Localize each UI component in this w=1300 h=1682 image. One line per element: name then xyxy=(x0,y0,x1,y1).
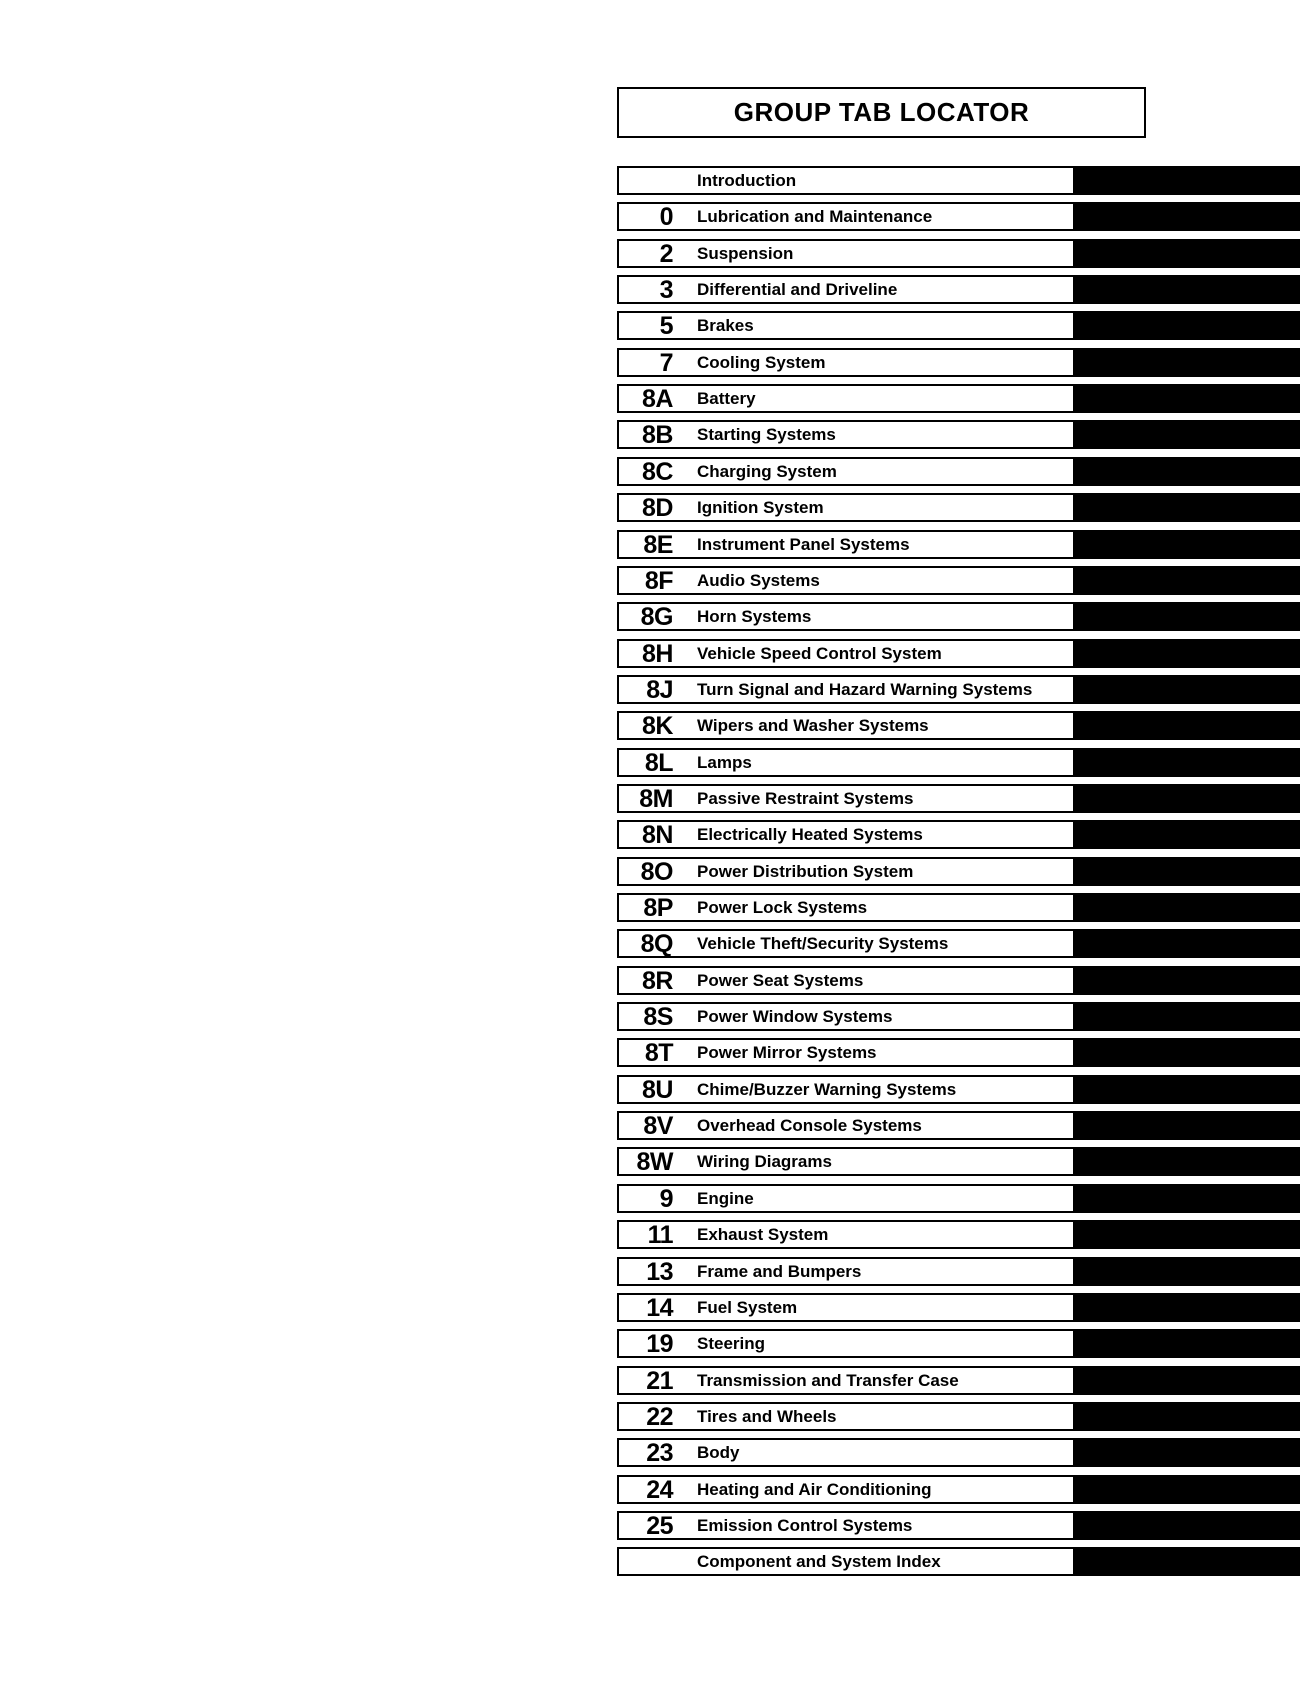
group-tab-label-box xyxy=(617,202,1075,231)
group-tab-marker xyxy=(1073,1038,1300,1067)
group-code: 8D xyxy=(642,494,673,522)
group-tab-label-box xyxy=(617,929,1075,958)
group-tab-marker xyxy=(1073,1147,1300,1176)
group-tab-label-box xyxy=(617,1511,1075,1540)
group-title: Ignition System xyxy=(697,498,824,517)
group-code: 2 xyxy=(659,240,673,268)
group-title: Electrically Heated Systems xyxy=(697,825,923,844)
group-title: Battery xyxy=(697,389,756,408)
group-tab-label-box xyxy=(617,1293,1075,1322)
group-tab-marker xyxy=(1073,239,1300,268)
group-tab-label-box xyxy=(617,1038,1075,1067)
group-tab-row[interactable] xyxy=(617,893,1300,922)
group-title: Instrument Panel Systems xyxy=(697,535,910,554)
group-tab-row[interactable] xyxy=(617,966,1300,995)
group-tab-row[interactable] xyxy=(617,166,1300,195)
group-code: 19 xyxy=(646,1330,673,1358)
group-tab-row[interactable] xyxy=(617,1184,1300,1213)
group-tab-marker xyxy=(1073,966,1300,995)
group-tab-label-box xyxy=(617,311,1075,340)
group-title: Power Seat Systems xyxy=(697,971,864,990)
group-code xyxy=(619,1549,673,1574)
group-tab-row[interactable] xyxy=(617,1147,1300,1176)
group-tab-marker xyxy=(1073,784,1300,813)
group-title: Wiring Diagrams xyxy=(697,1152,832,1171)
group-tab-row[interactable] xyxy=(617,784,1300,813)
group-tab-label-box xyxy=(617,1184,1075,1213)
group-title: Fuel System xyxy=(697,1298,798,1317)
group-tab-marker xyxy=(1073,820,1300,849)
group-tab-label-box xyxy=(617,1147,1075,1176)
group-tab-row[interactable] xyxy=(617,602,1300,631)
group-title: Differential and Driveline xyxy=(697,280,898,299)
group-tab-row[interactable] xyxy=(617,1293,1300,1322)
group-tab-label-box xyxy=(617,711,1075,740)
group-title: Introduction xyxy=(697,171,797,190)
group-tab-label-box xyxy=(617,639,1075,668)
group-code: 8T xyxy=(644,1039,673,1067)
group-tab-marker xyxy=(1073,1366,1300,1395)
group-tab-marker xyxy=(1073,1511,1300,1540)
group-tab-row[interactable] xyxy=(617,675,1300,704)
group-tab-label-box xyxy=(617,1257,1075,1286)
group-title: Passive Restraint Systems xyxy=(697,789,914,808)
group-tab-label-box xyxy=(617,420,1075,449)
group-tab-marker xyxy=(1073,675,1300,704)
group-tab-row[interactable] xyxy=(617,1475,1300,1504)
group-title: Tires and Wheels xyxy=(697,1407,837,1426)
group-title: Wipers and Washer Systems xyxy=(697,716,929,735)
group-tab-label-box xyxy=(617,893,1075,922)
group-tab-row[interactable] xyxy=(617,384,1300,413)
group-tab-row[interactable] xyxy=(617,1438,1300,1467)
group-tab-row[interactable] xyxy=(617,639,1300,668)
group-title: Brakes xyxy=(697,316,754,335)
group-tab-marker xyxy=(1073,1184,1300,1213)
group-title: Frame and Bumpers xyxy=(697,1262,862,1281)
group-title: Power Distribution System xyxy=(697,862,914,881)
group-code: 8R xyxy=(642,967,673,995)
group-title: Component and System Index xyxy=(697,1552,941,1571)
group-tab-label-box xyxy=(617,1438,1075,1467)
group-tab-row[interactable] xyxy=(617,1366,1300,1395)
group-tab-label-box xyxy=(617,1220,1075,1249)
group-tab-row[interactable] xyxy=(617,1220,1300,1249)
group-code: 8M xyxy=(639,785,673,813)
group-tab-row[interactable] xyxy=(617,420,1300,449)
group-code: 13 xyxy=(646,1258,673,1286)
group-tab-row[interactable] xyxy=(617,857,1300,886)
group-tab-row[interactable] xyxy=(617,1402,1300,1431)
group-tab-marker xyxy=(1073,493,1300,522)
group-tab-label-box xyxy=(617,530,1075,559)
group-tab-marker xyxy=(1073,311,1300,340)
group-tab-marker xyxy=(1073,1547,1300,1576)
group-title: Engine xyxy=(697,1189,754,1208)
group-title: Exhaust System xyxy=(697,1225,829,1244)
group-title: Vehicle Speed Control System xyxy=(697,644,942,663)
group-code: 8K xyxy=(642,712,673,740)
group-code: 22 xyxy=(646,1403,673,1431)
group-tab-label-box xyxy=(617,566,1075,595)
group-tab-marker xyxy=(1073,1002,1300,1031)
group-code: 8E xyxy=(643,531,673,559)
group-tab-marker xyxy=(1073,1329,1300,1358)
group-tab-row[interactable] xyxy=(617,748,1300,777)
group-code: 24 xyxy=(646,1476,673,1504)
group-tab-label-box xyxy=(617,493,1075,522)
group-tab-marker xyxy=(1073,566,1300,595)
group-tab-row[interactable] xyxy=(617,1111,1300,1140)
group-code: 9 xyxy=(659,1185,673,1213)
group-tab-row[interactable] xyxy=(617,1547,1300,1576)
group-code: 21 xyxy=(646,1367,673,1395)
group-tab-row[interactable] xyxy=(617,1511,1300,1540)
group-tab-label-box xyxy=(617,1366,1075,1395)
group-code: 11 xyxy=(647,1221,673,1249)
group-title: Chime/Buzzer Warning Systems xyxy=(697,1080,957,1099)
group-tab-marker xyxy=(1073,166,1300,195)
group-tab-marker xyxy=(1073,202,1300,231)
group-tab-marker xyxy=(1073,1220,1300,1249)
group-tab-label-box xyxy=(617,275,1075,304)
group-tab-label-box xyxy=(617,1075,1075,1104)
group-code: 8C xyxy=(642,458,673,486)
group-title: Lamps xyxy=(697,753,752,772)
group-tab-marker xyxy=(1073,1257,1300,1286)
group-code: 8H xyxy=(642,640,673,668)
group-title: Power Window Systems xyxy=(697,1007,893,1026)
group-tab-row[interactable] xyxy=(617,457,1300,486)
group-code: 8F xyxy=(644,567,673,595)
group-title: Emission Control Systems xyxy=(697,1516,913,1535)
group-code: 8L xyxy=(644,749,673,777)
group-tab-label-box xyxy=(617,820,1075,849)
group-tab-label-box xyxy=(617,1402,1075,1431)
group-tab-marker xyxy=(1073,1293,1300,1322)
group-tab-marker xyxy=(1073,1111,1300,1140)
group-title: Audio Systems xyxy=(697,571,820,590)
group-title: Vehicle Theft/Security Systems xyxy=(697,934,949,953)
group-title: Lubrication and Maintenance xyxy=(697,207,933,226)
group-code: 8O xyxy=(640,858,673,886)
group-code: 0 xyxy=(659,203,673,231)
group-tab-marker xyxy=(1073,275,1300,304)
group-tab-label-box xyxy=(617,748,1075,777)
group-code: 8V xyxy=(643,1112,673,1140)
group-tab-row[interactable] xyxy=(617,929,1300,958)
group-tab-label-box xyxy=(617,239,1075,268)
group-tab-marker xyxy=(1073,893,1300,922)
group-code: 8W xyxy=(636,1148,673,1176)
group-tab-marker xyxy=(1073,929,1300,958)
group-tab-marker xyxy=(1073,639,1300,668)
group-code: 5 xyxy=(659,312,673,340)
group-tab-label-box xyxy=(617,348,1075,377)
group-tab-label-box xyxy=(617,457,1075,486)
group-tab-marker xyxy=(1073,748,1300,777)
group-tab-row[interactable] xyxy=(617,239,1300,268)
page-title: GROUP TAB LOCATOR xyxy=(733,97,1030,127)
group-tab-label-box xyxy=(617,857,1075,886)
group-code: 8P xyxy=(643,894,673,922)
group-tab-marker xyxy=(1073,384,1300,413)
group-tab-marker xyxy=(1073,457,1300,486)
group-tab-row[interactable] xyxy=(617,711,1300,740)
group-tab-label-box xyxy=(617,675,1075,704)
group-tab-label-box xyxy=(617,966,1075,995)
group-tab-label-box xyxy=(617,1475,1075,1504)
group-tab-row[interactable] xyxy=(617,275,1300,304)
group-title: Suspension xyxy=(697,244,794,263)
group-tab-marker xyxy=(1073,1402,1300,1431)
group-tab-row[interactable] xyxy=(617,1002,1300,1031)
group-title: Body xyxy=(697,1443,740,1462)
group-tab-marker xyxy=(1073,602,1300,631)
group-tab-row[interactable] xyxy=(617,820,1300,849)
group-tab-marker xyxy=(1073,1475,1300,1504)
group-tab-row[interactable] xyxy=(617,493,1300,522)
group-code: 14 xyxy=(646,1294,673,1322)
group-tab-marker xyxy=(1073,1075,1300,1104)
group-title: Charging System xyxy=(697,462,837,481)
group-code: 3 xyxy=(659,276,673,304)
group-tab-row[interactable] xyxy=(617,1038,1300,1067)
group-tab-marker xyxy=(1073,530,1300,559)
group-tab-label-box xyxy=(617,1547,1075,1576)
group-title: Cooling System xyxy=(697,353,826,372)
group-title: Power Mirror Systems xyxy=(697,1043,877,1062)
group-title: Steering xyxy=(697,1334,766,1353)
group-tab-row[interactable] xyxy=(617,202,1300,231)
group-tab-label-box xyxy=(617,1111,1075,1140)
group-title: Turn Signal and Hazard Warning Systems xyxy=(697,680,1033,699)
page-title-box xyxy=(617,87,1146,138)
group-title: Horn Systems xyxy=(697,607,812,626)
group-title: Power Lock Systems xyxy=(697,898,868,917)
group-tab-label-box xyxy=(617,1329,1075,1358)
group-tab-row[interactable] xyxy=(617,311,1300,340)
group-code: 7 xyxy=(659,349,673,377)
group-tab-marker xyxy=(1073,348,1300,377)
group-code: 8J xyxy=(646,676,673,704)
group-code: 8U xyxy=(642,1076,673,1104)
group-tab-row[interactable] xyxy=(617,1329,1300,1358)
group-code: 8B xyxy=(642,421,673,449)
group-code: 23 xyxy=(646,1439,673,1467)
group-code xyxy=(619,168,673,193)
group-tab-row[interactable] xyxy=(617,566,1300,595)
group-tab-row[interactable] xyxy=(617,530,1300,559)
group-code: 25 xyxy=(646,1512,673,1540)
group-tab-marker xyxy=(1073,857,1300,886)
group-tab-label-box xyxy=(617,784,1075,813)
group-tab-marker xyxy=(1073,711,1300,740)
group-code: 8A xyxy=(642,385,673,413)
group-tab-marker xyxy=(1073,420,1300,449)
group-code: 8S xyxy=(643,1003,673,1031)
group-code: 8Q xyxy=(640,930,673,958)
group-title: Heating and Air Conditioning xyxy=(697,1480,932,1499)
group-title: Starting Systems xyxy=(697,425,836,444)
group-tab-label-box xyxy=(617,384,1075,413)
group-code: 8G xyxy=(640,603,673,631)
group-tab-row[interactable] xyxy=(617,1257,1300,1286)
group-tab-label-box xyxy=(617,166,1075,195)
group-title: Transmission and Transfer Case xyxy=(697,1371,959,1390)
group-title: Overhead Console Systems xyxy=(697,1116,922,1135)
group-tab-label-box xyxy=(617,1002,1075,1031)
group-tab-label-box xyxy=(617,602,1075,631)
group-code: 8N xyxy=(642,821,673,849)
group-tab-marker xyxy=(1073,1438,1300,1467)
group-tab-row[interactable] xyxy=(617,1075,1300,1104)
group-tab-row[interactable] xyxy=(617,348,1300,377)
